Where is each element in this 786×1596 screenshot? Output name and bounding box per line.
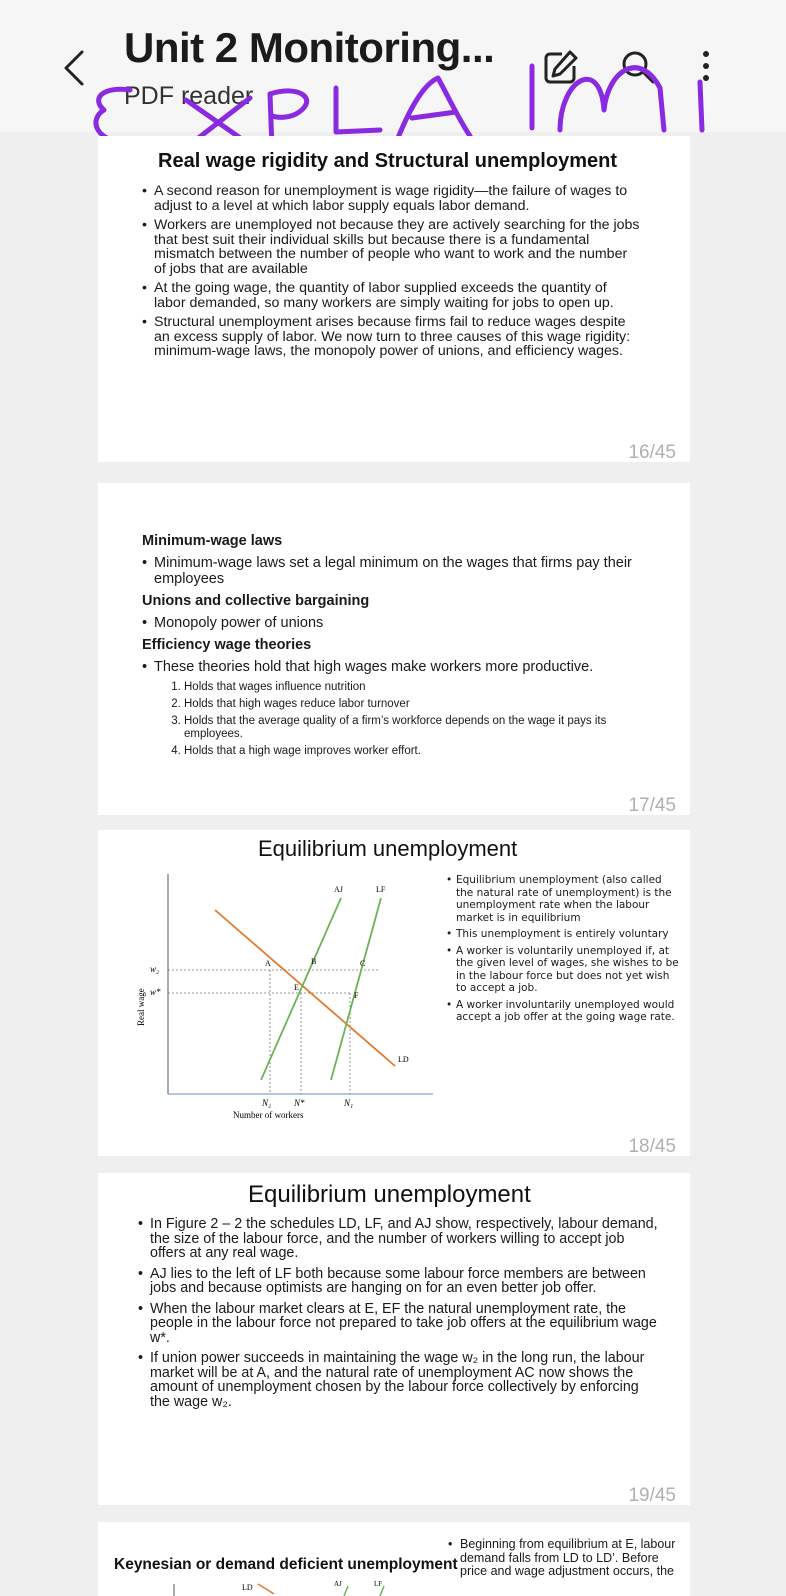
page-heading: Keynesian or demand deficient unemployment bbox=[114, 1556, 458, 1573]
bullet-item: • Workers are unemployed not because they are actively searching for the jobs that best suit their individual skills but because there is a fundamental mismatch between the number of people who want to work and the number of jobs that are available bbox=[142, 218, 642, 276]
labour-market-graph bbox=[138, 866, 443, 1126]
back-arrow-icon[interactable] bbox=[58, 46, 92, 90]
bullet-item: • These theories hold that high wages make workers more productive. bbox=[142, 659, 662, 675]
aj-curve bbox=[261, 898, 341, 1080]
ld-label: LD bbox=[398, 1055, 409, 1064]
side-notes bbox=[446, 874, 680, 1028]
bullet-item: • A worker involuntarily unemployed would accept a job offer at the going wage rate. bbox=[446, 999, 680, 1024]
bullet-item: • At the going wage, the quantity of labor supplied exceeds the quantity of labor demanded, so many workers are simply waiting for jobs to open up. bbox=[142, 281, 642, 310]
n1-label: N₁ bbox=[344, 1098, 354, 1108]
bullet-item: • Structural unemployment arises because firms fail to reduce wages despite an excess supply of labor. We now turn to three causes of this wage rigidity: minimum-wage laws, the monopoly power of unions, and efficiency wages. bbox=[142, 315, 642, 359]
ld-curve bbox=[258, 1584, 274, 1594]
page-heading: Equilibrium unemployment bbox=[258, 836, 518, 861]
search-icon[interactable] bbox=[618, 46, 658, 88]
numbered-list bbox=[142, 681, 662, 758]
bullet-item: • This unemployment is entirely voluntary bbox=[446, 928, 680, 941]
side-notes bbox=[448, 1538, 678, 1584]
list-item: 3. Holds that the average quality of a firm’s workforce depends on the wage it pays its employees. bbox=[184, 715, 662, 741]
bullet-item: • Minimum-wage laws set a legal minimum on the wages that firms pay their employees bbox=[142, 555, 662, 587]
lf-curve bbox=[331, 898, 381, 1080]
ld-curve bbox=[215, 910, 395, 1066]
wstar-label: w* bbox=[150, 987, 161, 997]
aj-label: AJ bbox=[334, 885, 343, 894]
pdf-page-16 bbox=[98, 136, 690, 462]
page-number: 18/45 bbox=[628, 1136, 676, 1157]
point-f-label: F bbox=[354, 991, 359, 1000]
bullet-item: • When the labour market clears at E, EF the natural unemployment rate, the people in the labour force not prepared to take job offers at the equilibrium wage w*. bbox=[138, 1302, 658, 1346]
bullet-item: • Monopoly power of unions bbox=[142, 615, 662, 631]
list-item: 2. Holds that high wages reduce labor turnover bbox=[184, 698, 662, 711]
edit-icon[interactable] bbox=[540, 46, 580, 88]
point-a-label: A bbox=[265, 959, 271, 968]
lf-label: LF bbox=[376, 885, 386, 894]
list-item: 1. Holds that wages influence nutrition bbox=[184, 681, 662, 694]
aj-curve bbox=[344, 1586, 348, 1596]
bullet-item: • AJ lies to the left of LF both because some labour force members are between jobs and because optimists are hanging on for an even better job offer. bbox=[138, 1267, 658, 1296]
graph-preview bbox=[158, 1580, 418, 1596]
lf-label: LF bbox=[374, 1580, 383, 1588]
bullet-list bbox=[142, 184, 642, 364]
bullet-item: • If union power succeeds in maintaining the wage w₂ in the long run, the labour market will be at A, and the natural rate of unemployment AC now shows the amount of unemployment chosen by the labour force collectively by enforcing the wage w₂. bbox=[138, 1351, 658, 1409]
point-c-label: C bbox=[360, 959, 366, 968]
bullet-item: • In Figure 2 – 2 the schedules LD, LF, and AJ show, respectively, labour demand, the size of the labour force, and the number of workers willing to accept job offers at any real wage. bbox=[138, 1217, 658, 1261]
bullet-list bbox=[138, 1217, 658, 1415]
pdf-page-19 bbox=[98, 1173, 690, 1505]
point-e-label: E bbox=[294, 983, 299, 992]
ld-label: LD bbox=[242, 1583, 253, 1592]
pdf-page-18 bbox=[98, 830, 690, 1156]
section-heading: Efficiency wage theories bbox=[142, 637, 312, 653]
page-number: 17/45 bbox=[628, 795, 676, 816]
x-axis-label: Number of workers bbox=[233, 1110, 304, 1120]
bullet-item: • A worker is voluntarily unemployed if, at the given level of wages, she wishes to be in the labour force but does not yet wish to accept a job. bbox=[446, 945, 680, 995]
pdf-page-17 bbox=[98, 483, 690, 815]
aj-label: AJ bbox=[334, 1580, 342, 1588]
bullet-item: • Equilibrium unemployment (also called the natural rate of unemployment) is the unemployment rate when the labour market is in equilibrium bbox=[446, 874, 680, 924]
nstar-label: N* bbox=[294, 1098, 305, 1108]
section-heading: Minimum-wage laws bbox=[142, 533, 283, 549]
page-number: 16/45 bbox=[628, 442, 676, 463]
page-heading: Real wage rigidity and Structural unemployment bbox=[158, 150, 617, 172]
list-item: 4. Holds that a high wage improves worker effort. bbox=[184, 745, 662, 758]
document-title: Unit 2 Monitoring... bbox=[124, 24, 495, 71]
section-heading: Unions and collective bargaining bbox=[142, 593, 370, 609]
page-heading: Equilibrium unemployment bbox=[248, 1181, 531, 1208]
bullet-item: • Beginning from equilibrium at E, labour demand falls from LD to LD’. Before price and wage adjustment occurs, the bbox=[448, 1538, 678, 1579]
point-b-label: B bbox=[311, 957, 317, 966]
page-number: 19/45 bbox=[628, 1485, 676, 1506]
y-axis-label: Real wage bbox=[136, 988, 146, 1026]
n2-label: N₂ bbox=[262, 1098, 272, 1108]
bullet-item: • A second reason for unemployment is wage rigidity—the failure of wages to adjust to a level at which labor supply equals labor demand. bbox=[142, 184, 642, 213]
document-subtitle: PDF reader bbox=[124, 82, 254, 110]
pdf-page-20 bbox=[98, 1522, 690, 1596]
w2-label: w₂ bbox=[150, 964, 160, 974]
more-vert-icon[interactable] bbox=[696, 46, 716, 88]
app-bar bbox=[0, 0, 786, 132]
